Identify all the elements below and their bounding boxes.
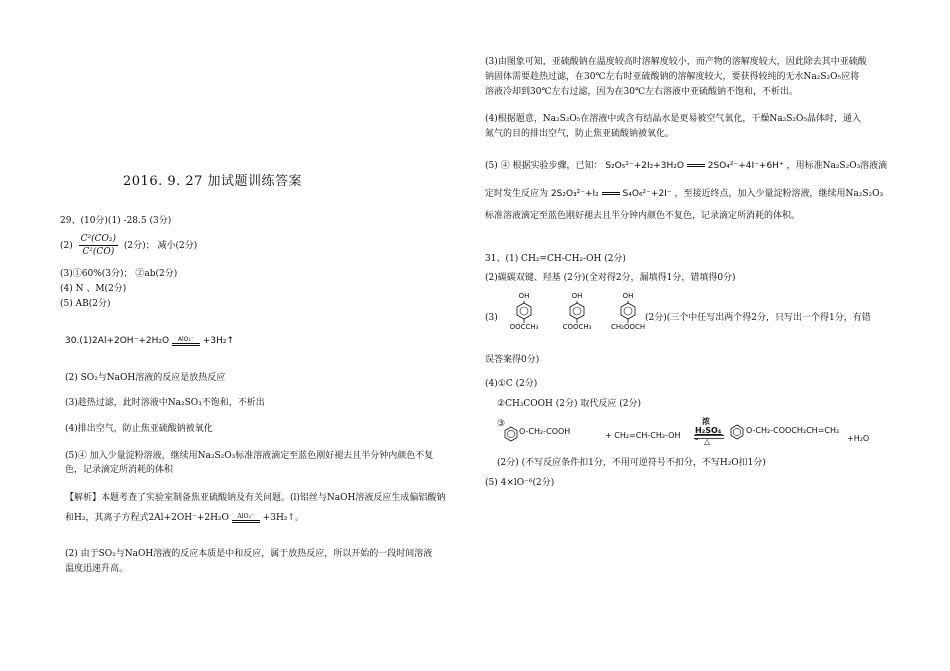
- analysis-line1: 【解析】本题考查了实验室制备焦亚硫酸钠及有关问题。(l)铝丝与NaOH溶液反应生成偏铝酸钠: [65, 493, 446, 503]
- structure-2-top: OH: [571, 292, 583, 300]
- q31-line8: (5) 4×lO⁻⁶(2分): [485, 478, 555, 488]
- r5-l1-eq-left: S₂O₅²⁻+2I₂+3H₂O: [605, 161, 684, 171]
- r5-l2-equals: [602, 192, 620, 195]
- q30-eq-left: 30.(1)2Al+2OH⁻+2H₂O: [65, 336, 170, 346]
- fraction-denominator: C²(CO): [82, 247, 115, 258]
- product-ester: O-CH₂-COOCH₂CH=CH₂: [746, 426, 840, 435]
- r3-line2: 钠固体需要趁热过滤，在30℃左右时亚硫酸钠的溶解度较大，要获得较纯的无水Na₂S₂O₅应将: [485, 72, 860, 82]
- benzene-ring-icon: [503, 426, 519, 442]
- q29-line2: [60, 233, 475, 258]
- equation-sign: [172, 336, 200, 346]
- page-title: 2016. 9. 27 加试题训练答案: [123, 174, 303, 189]
- analysis-over-text: AlO₂⁻: [237, 512, 255, 520]
- product-water: +H₂O: [847, 434, 870, 443]
- structure-2-bottom: COOCH₃: [562, 323, 592, 332]
- q30-line4: (4)排出空气，防止焦亚硫酸钠被氧化: [65, 424, 213, 434]
- r5-l2-eq-right: S₄O₆²⁻+2I⁻: [622, 189, 672, 199]
- r4-line1: (4)根据题意，Na₂S₂O₅在溶液中或含有结晶水是更易被空气氧化，干燥Na₂S₂O₅晶体时，通入: [485, 114, 861, 124]
- q29-line1: 29、(10分)(1) -28.5 (3分): [60, 216, 172, 226]
- q30-line5a: (5)④ 加入少量淀粉溶液，继续用Na₂S₂O₃标准溶液滴定至蓝色刚好褪去且半分钟内颜色不复: [65, 451, 434, 461]
- r5-l2-post: ，至接近终点，加入少量淀粉溶液，继续用Na₂S₂O₃: [674, 189, 884, 199]
- equation-over-text: AlO₂⁻: [177, 335, 194, 343]
- q29-line5: (5) AB(2分): [60, 299, 111, 309]
- q31-line1: 31、(1) CH₂=CH-CH₂-OH (2分): [485, 254, 626, 264]
- q31-reaction: [497, 418, 902, 446]
- structure-3-top: OH: [622, 292, 634, 300]
- equilibrium-constant-fraction: [79, 233, 118, 258]
- analysis-line3b: 温度迅速升高。: [65, 564, 129, 574]
- q31-line2: (2)碳碳双键、羟基 (2分)(全对得2分，漏填得1分，错填得0分): [485, 273, 736, 283]
- benzene-ring-icon: [619, 301, 637, 323]
- reaction-number: ③: [497, 419, 506, 429]
- analysis-equation-sign: [232, 513, 260, 523]
- q30-line3: (3)趁热过滤，此时溶液中Na₂SO₃不饱和，不析出: [65, 398, 265, 408]
- q29-l2-pre: (2): [60, 241, 73, 252]
- structure-3-bottom: CH₂OOCH: [611, 323, 646, 332]
- benzene-ring-icon: [515, 301, 533, 323]
- q30-line5b: 色，记录滴定所消耗的体积: [65, 465, 174, 475]
- q29-line3: (3)①60%(3分)； ②ab(2分): [60, 269, 178, 279]
- reactant-right: + CH₂=CH-CH₂-OH: [605, 431, 681, 440]
- structure-1-bottom: OOCCH₃: [509, 323, 539, 332]
- r5-l1-equals: [687, 164, 705, 167]
- structure-1-top: OH: [518, 292, 530, 300]
- condition-top: 浓: [702, 416, 710, 426]
- q29-l2-post: (2分)； 减小(2分): [123, 241, 198, 252]
- condition-heat: △: [704, 437, 711, 446]
- r4-line2: 氮气的目的排出空气，防止焦亚硫酸钠被氧化。: [485, 129, 675, 139]
- q31-line7: (2分) (不写反应条件扣1分，不用可逆符号不扣分，不写H₂O扣1分): [497, 458, 766, 468]
- r3-line3: 溶液冷却到30℃左右过滤，因为在30℃左右溶液中亚硫酸钠不饱和，不析出。: [485, 87, 799, 97]
- fraction-numerator: C²(CO₂): [79, 233, 118, 246]
- structure-3: [611, 292, 645, 333]
- analysis-eq-right: +3H₂↑。: [262, 513, 304, 523]
- equation-double-bar: [172, 343, 200, 346]
- reactant-left: O-CH₂-COOH: [519, 427, 571, 436]
- q31-line3-cont: 误答案得0分): [485, 355, 540, 365]
- analysis-line3a: (2) 由于SO₂与NaOH溶液的反应本质是中和反应，属于放热反应，所以开始的一段时间溶液: [65, 549, 433, 559]
- q29-line4: (4) N 、M(2分): [60, 284, 127, 294]
- r5-line1: [485, 160, 890, 172]
- r5-line2: [485, 188, 890, 200]
- analysis-eq-left: 和H₂，其离子方程式2Al+2OH⁻+2H₂O: [65, 513, 229, 523]
- q30-line2: (2) SO₂与NaOH溶液的反应是放热反应: [65, 373, 226, 383]
- q30-line1: [65, 335, 480, 347]
- q31-line4: (4)①C (2分): [485, 379, 538, 389]
- benzene-ring-icon: [729, 424, 745, 440]
- benzene-ring-icon: [568, 301, 586, 323]
- analysis-double-bar: [232, 520, 260, 523]
- q31-line3-post: (2分)(三个中任写出两个得2分，只写出一个得1分，有错: [645, 313, 871, 323]
- r5-line3: 标准溶液滴定至蓝色刚好褪去且半分钟内颜色不复色，记录滴定所消耗的体积。: [485, 211, 801, 221]
- r5-l1-pre: (5) ④ 根据实验步骤，已知：: [485, 161, 603, 171]
- structure-1: [507, 292, 541, 333]
- r5-l2-eq-left: 2S₂O₃²⁻+I₂: [550, 189, 599, 199]
- q31-line3-pre: (3): [485, 313, 498, 323]
- q31-line5: ②CH₃COOH (2分) 取代反应 (2分): [497, 399, 641, 409]
- q30-eq-right: +3H₂↑: [202, 336, 234, 346]
- r5-l2-pre: 定时发生反应为: [485, 189, 549, 199]
- r3-line1: (3)由图象可知，亚硫酸钠在温度较高时溶解度较小，而产物的溶解度较大，因此除去其中亚硫酸: [485, 57, 867, 67]
- isomer-structures: [507, 292, 647, 347]
- condition-catalyst: H₂SO₄: [695, 426, 722, 435]
- r5-l1-post: ，用标准Na₂S₂O₃溶液滴: [786, 161, 888, 171]
- structure-2: [560, 292, 594, 333]
- r5-l1-eq-right: 2SO₄²⁻+4I⁻+6H⁺: [707, 161, 784, 171]
- analysis-line2: [65, 512, 480, 524]
